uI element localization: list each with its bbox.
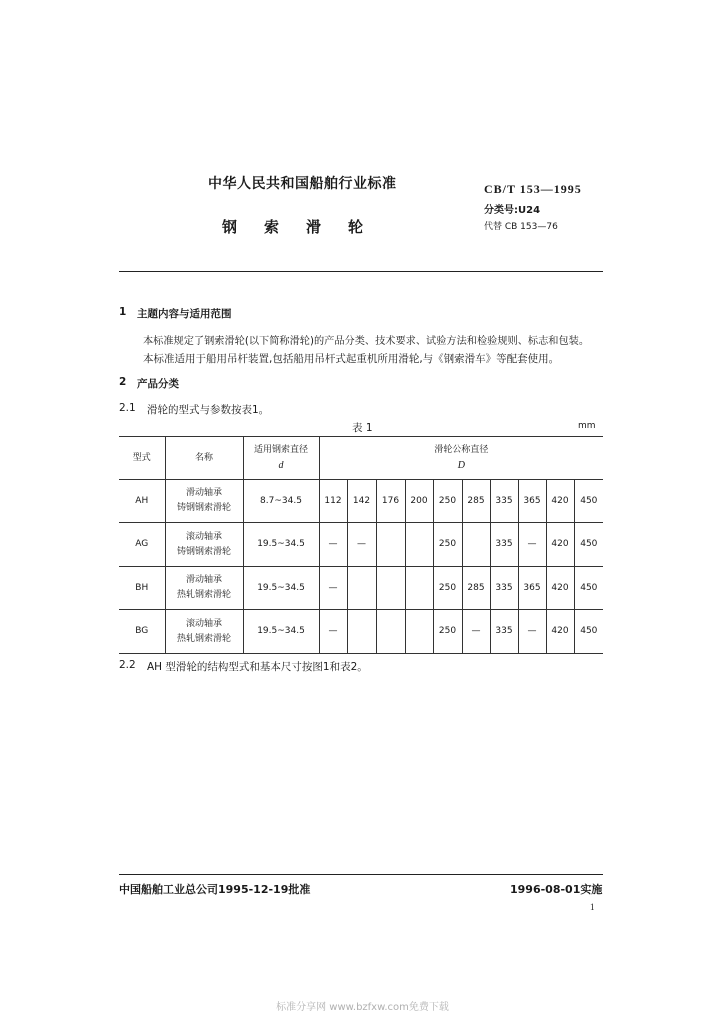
row-type: AG xyxy=(119,523,165,567)
section-2-2-text: AH 型滑轮的结构型式和基本尺寸按图1和表2。 xyxy=(147,661,368,673)
cell-value xyxy=(405,610,433,654)
cell-value: 365 xyxy=(518,480,546,523)
table-header-row xyxy=(119,437,603,480)
header-rope-diameter xyxy=(243,437,319,480)
cell-value: 176 xyxy=(376,480,405,523)
cell-value xyxy=(347,567,376,610)
header-rope-symbol: d xyxy=(278,460,284,471)
section-1-heading: 主题内容与适用范围 xyxy=(137,308,232,320)
document-title: 钢索滑轮 xyxy=(222,218,391,236)
page-number: 1 xyxy=(590,902,595,912)
section-1-number: 1 xyxy=(119,306,127,318)
table-row xyxy=(119,567,603,610)
cell-value xyxy=(462,523,490,567)
cell-value: — xyxy=(462,610,490,654)
row-name-line2: 热轧钢索滑轮 xyxy=(176,590,231,600)
cell-value: 450 xyxy=(574,523,603,567)
cell-value: — xyxy=(319,523,347,567)
cell-value xyxy=(405,523,433,567)
cell-value: 285 xyxy=(462,567,490,610)
watermark: 标准分享网 www.bzfxw.com免费下载 xyxy=(276,1002,449,1013)
row-name xyxy=(165,567,243,610)
cell-value: 450 xyxy=(574,480,603,523)
table-unit: mm xyxy=(578,421,596,431)
cell-value: 250 xyxy=(433,567,462,610)
header-nominal-diameter xyxy=(319,437,603,480)
header-name: 名称 xyxy=(165,437,243,480)
cell-value xyxy=(347,610,376,654)
standard-code: CB/T 153—1995 xyxy=(484,182,582,196)
row-name-line2: 铸钢钢索滑轮 xyxy=(176,503,231,513)
classification-number: 分类号:U24 xyxy=(484,205,541,216)
cell-value: 335 xyxy=(490,523,518,567)
cell-value: — xyxy=(319,567,347,610)
row-name xyxy=(165,610,243,654)
cell-value: 250 xyxy=(433,610,462,654)
table-row xyxy=(119,610,603,654)
approval-line: 中国船舶工业总公司1995-12-19批准 xyxy=(119,883,311,896)
cell-value: — xyxy=(518,523,546,567)
cell-value: 335 xyxy=(490,567,518,610)
cell-value xyxy=(376,523,405,567)
cell-value: 450 xyxy=(574,610,603,654)
cell-value xyxy=(376,610,405,654)
cell-value: 335 xyxy=(490,610,518,654)
section-2-1-text: 滑轮的型式与参数按表1。 xyxy=(147,404,270,416)
row-type: AH xyxy=(119,480,165,523)
cell-value: 142 xyxy=(347,480,376,523)
row-name xyxy=(165,523,243,567)
parameters-table xyxy=(119,436,603,654)
section-2-2-number: 2.2 xyxy=(119,659,136,671)
row-name xyxy=(165,480,243,523)
cell-value: 285 xyxy=(462,480,490,523)
row-rope-diameter: 19.5~34.5 xyxy=(243,567,319,610)
table-caption: 表 1 xyxy=(352,422,373,434)
row-rope-diameter: 19.5~34.5 xyxy=(243,610,319,654)
cell-value: — xyxy=(518,610,546,654)
cell-value: 250 xyxy=(433,523,462,567)
header-nominal-diameter-label: 滑轮公称直径 xyxy=(434,445,489,455)
row-name-line1: 滚动轴承 xyxy=(185,618,222,629)
row-rope-diameter: 19.5~34.5 xyxy=(243,523,319,567)
footer-divider xyxy=(119,874,603,875)
section-2-number: 2 xyxy=(119,376,127,388)
row-rope-diameter: 8.7~34.5 xyxy=(243,480,319,523)
row-type: BH xyxy=(119,567,165,610)
section-1-paragraph-2: 本标准适用于船用吊杆装置,包括船用吊杆式起重机所用滑轮,与《钢索滑车》等配套使用。 xyxy=(143,353,560,365)
cell-value: — xyxy=(319,610,347,654)
section-2-1-number: 2.1 xyxy=(119,402,136,414)
section-2-heading: 产品分类 xyxy=(137,378,179,390)
row-name-line1: 滑动轴承 xyxy=(185,488,222,498)
cell-value xyxy=(376,567,405,610)
cell-value: 420 xyxy=(546,523,574,567)
replaces-standard: 代替 CB 153—76 xyxy=(484,222,558,232)
cell-value: 420 xyxy=(546,480,574,523)
header-rope-diameter-label: 适用钢索直径 xyxy=(253,445,308,455)
table-row xyxy=(119,523,603,567)
cell-value: 420 xyxy=(546,567,574,610)
cell-value: 420 xyxy=(546,610,574,654)
row-name-line2: 热轧钢索滑轮 xyxy=(176,633,231,644)
cell-value: 112 xyxy=(319,480,347,523)
table-row xyxy=(119,480,603,523)
header-nominal-symbol: D xyxy=(457,460,465,471)
cell-value: 450 xyxy=(574,567,603,610)
cell-value: 335 xyxy=(490,480,518,523)
header-type: 型式 xyxy=(119,437,165,480)
cell-value: — xyxy=(347,523,376,567)
row-name-line1: 滑动轴承 xyxy=(185,575,222,585)
row-name-line1: 滚动轴承 xyxy=(185,531,222,542)
cell-value: 250 xyxy=(433,480,462,523)
row-name-line2: 铸钢钢索滑轮 xyxy=(176,546,231,557)
header-divider xyxy=(119,271,603,272)
cell-value: 200 xyxy=(405,480,433,523)
section-1-paragraph-1: 本标准规定了钢索滑轮(以下简称滑轮)的产品分类、技术要求、试验方法和检验规则、标志和包装。 xyxy=(143,336,590,347)
issuing-body-title: 中华人民共和国船舶行业标准 xyxy=(208,176,397,192)
row-type: BG xyxy=(119,610,165,654)
cell-value xyxy=(405,567,433,610)
cell-value: 365 xyxy=(518,567,546,610)
effective-date: 1996-08-01实施 xyxy=(510,883,603,896)
